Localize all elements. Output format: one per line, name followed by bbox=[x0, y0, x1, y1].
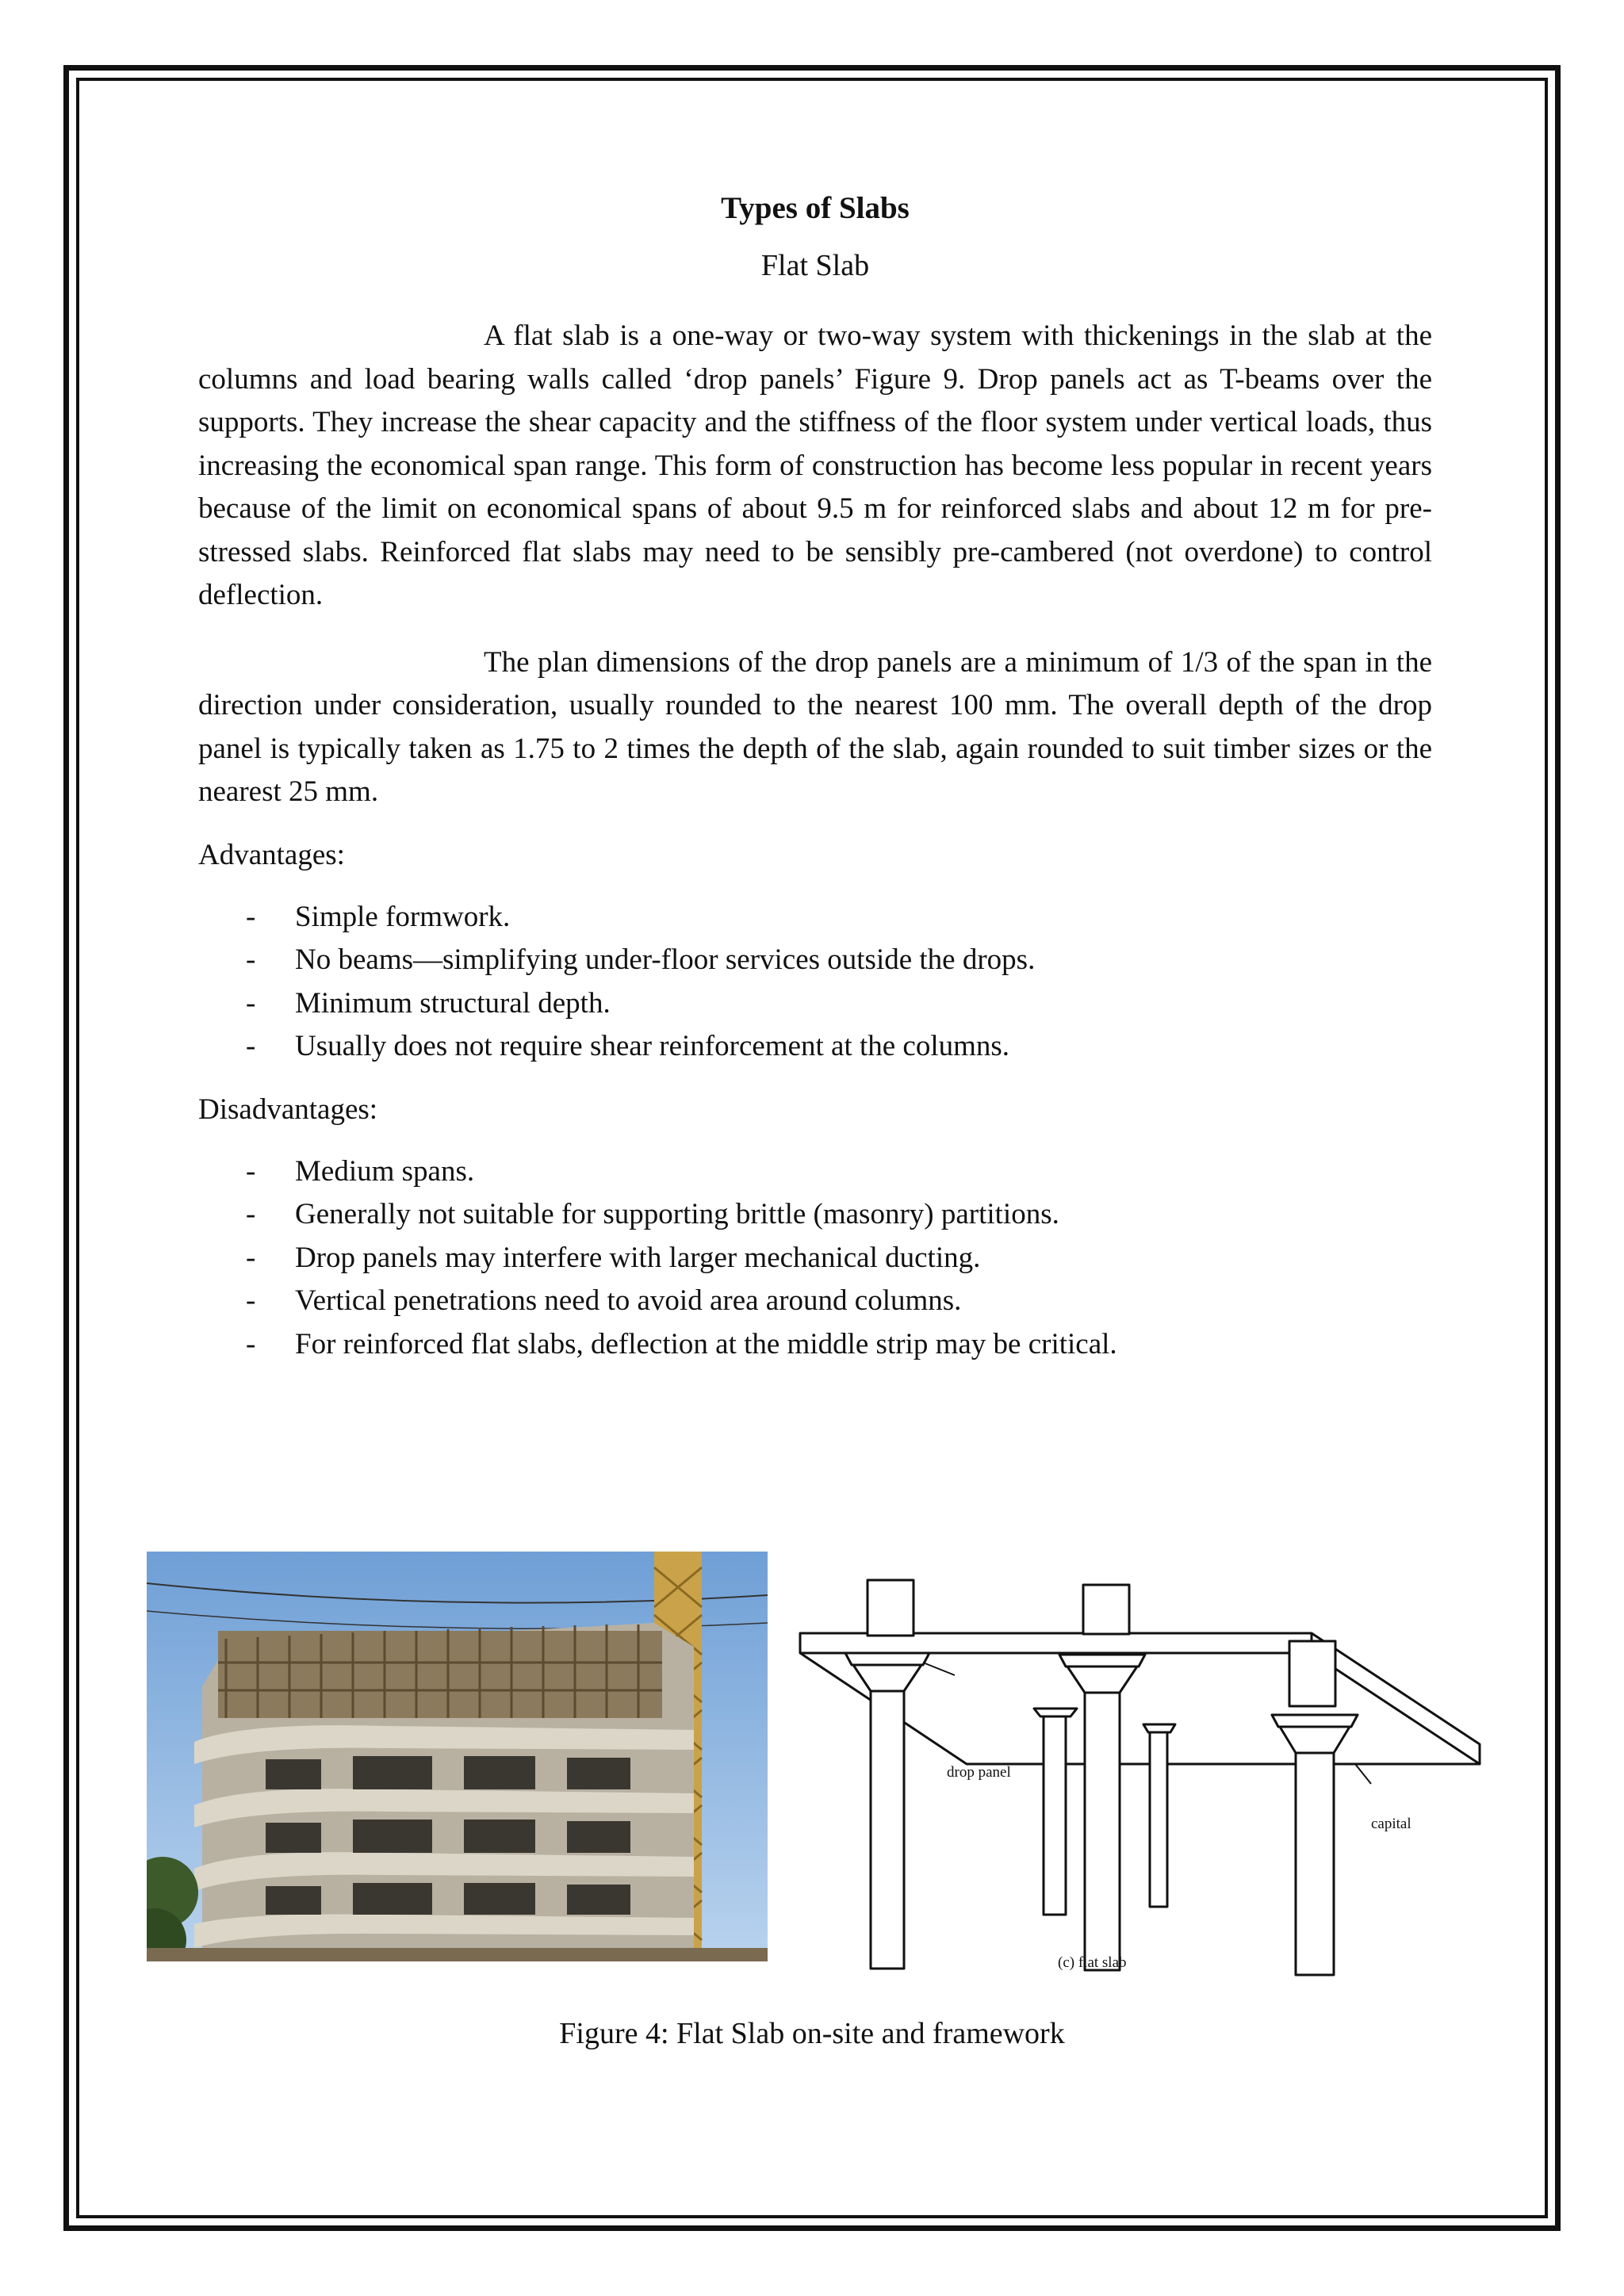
dash-bullet: - bbox=[246, 1327, 256, 1360]
list-item bbox=[198, 939, 1432, 982]
paragraph-2 bbox=[198, 641, 1432, 814]
construction-photo-image bbox=[147, 1552, 768, 1961]
paragraph-1 bbox=[198, 315, 1432, 618]
column-below bbox=[1150, 1732, 1167, 1907]
disadvantages-list bbox=[198, 1150, 1432, 1367]
capital-leader bbox=[1355, 1764, 1371, 1784]
list-item bbox=[198, 1025, 1432, 1069]
diagram-caption: (c) flat slab bbox=[1058, 1954, 1127, 1971]
list-item bbox=[198, 1193, 1432, 1237]
column-above bbox=[1289, 1641, 1335, 1706]
list-item-text: For reinforced flat slabs, deflection at the middle strip may be critical. bbox=[295, 1327, 1117, 1360]
list-item-text: Minimum structural depth. bbox=[295, 986, 611, 1020]
column-above bbox=[1083, 1585, 1129, 1634]
drop-panel bbox=[1272, 1715, 1358, 1727]
document-body bbox=[198, 190, 1432, 1390]
column-below bbox=[871, 1691, 904, 1969]
dash-bullet: - bbox=[246, 986, 256, 1020]
capital-label: capital bbox=[1371, 1816, 1411, 1832]
construction-site-photo bbox=[147, 1552, 768, 1961]
list-item bbox=[198, 1150, 1432, 1194]
list-item-text: Usually does not require shear reinforcement at the columns. bbox=[295, 1030, 1010, 1062]
flat-slab-drawing bbox=[796, 1574, 1488, 1978]
dash-bullet: - bbox=[246, 1154, 256, 1188]
column-below bbox=[1085, 1693, 1120, 1970]
dash-bullet: - bbox=[246, 900, 256, 933]
list-item-text: Drop panels may interfere with larger mechanical ducting. bbox=[295, 1241, 981, 1274]
page-title: Types of Slabs bbox=[721, 191, 910, 225]
dash-bullet: - bbox=[246, 1198, 256, 1230]
paragraph-1-text: A flat slab is a one-way or two-way system with thickenings in the slab at the columns and load bearing walls called ‘drop panels’ Figure 9. Drop panels act as T-beams over the supports. They increase the shear capacity and the stiffness of the floor system under vertical loads, thus increasing the economical span range. This form of construction has become less popular in recent years because of the limit on economical spans of about 9.5 m for reinforced slabs and about 12 m for pre-stressed slabs. Reinforced flat slabs may need to be sensibly pre-cambered (not overdone) to control deflection. bbox=[198, 320, 1432, 611]
column-above bbox=[868, 1580, 914, 1636]
section-subtitle: Flat Slab bbox=[760, 249, 870, 282]
list-item bbox=[198, 1280, 1432, 1323]
column-below bbox=[1044, 1716, 1066, 1915]
advantages-list bbox=[198, 896, 1432, 1069]
list-item bbox=[198, 982, 1432, 1026]
advantages-label: Advantages: bbox=[198, 838, 345, 871]
list-item bbox=[198, 1237, 1432, 1280]
list-item-text: Simple formwork. bbox=[295, 900, 511, 933]
list-item bbox=[198, 896, 1432, 939]
dash-bullet: - bbox=[246, 1284, 256, 1317]
dash-bullet: - bbox=[246, 1030, 256, 1062]
drop-panel bbox=[1059, 1655, 1145, 1667]
dash-bullet: - bbox=[246, 943, 256, 976]
list-item-text: Medium spans. bbox=[295, 1154, 475, 1188]
dash-bullet: - bbox=[246, 1241, 256, 1274]
flat-slab-diagram bbox=[796, 1574, 1488, 1978]
figure-caption: Figure 4: Flat Slab on-site and framework bbox=[559, 2017, 1065, 2050]
column-below bbox=[1296, 1753, 1334, 1975]
list-item-text: No beams—simplifying under-floor services outside the drops. bbox=[295, 943, 1036, 976]
list-item-text: Vertical penetrations need to avoid area around columns. bbox=[295, 1284, 962, 1317]
list-item bbox=[198, 1323, 1432, 1367]
list-item-text: Generally not suitable for supporting brittle (masonry) partitions. bbox=[295, 1198, 1059, 1230]
paragraph-2-text: The plan dimensions of the drop panels are a minimum of 1/3 of the span in the direction under consideration, usually rounded to the nearest 100 mm. The overall depth of the drop panel is typically taken as 1.75 to 2 times the depth of the slab, again rounded to suit timber sizes or the nearest 25 mm. bbox=[198, 645, 1432, 808]
drop-panel-label: drop panel bbox=[947, 1764, 1011, 1781]
disadvantages-label: Disadvantages: bbox=[198, 1093, 378, 1126]
drop-panel bbox=[845, 1653, 929, 1665]
